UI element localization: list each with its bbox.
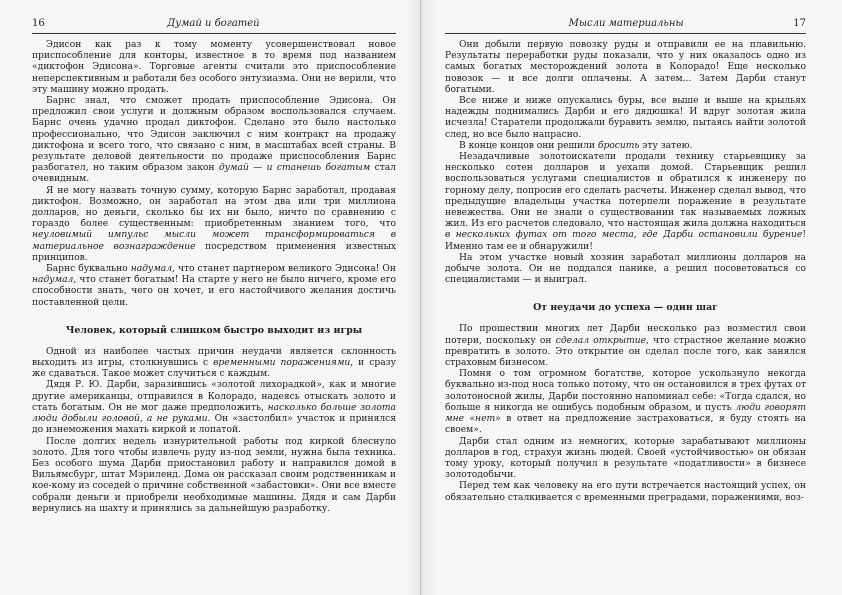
paragraph-group xyxy=(445,324,806,503)
body-text: Они добыли первую повозку руды и отправили ее на плавильню. Результаты переработки руды показали, что у них оказалось одно из самых богатых месторождений золота в Колорадо! Еще несколько повозок — и все долги оплачены. А затем... Затем Дарби станут богатыми. xyxy=(445,40,806,95)
paragraph xyxy=(32,347,396,381)
paragraph xyxy=(32,40,396,96)
body-text: Дарби стал одним из немногих, которые зарабатывают миллионы долларов в год, страхуя жизнь людей. Своей «устойчивостью» он обязан тому уроку, который получил в результате «податливости» в бизнесе золотодобычи. xyxy=(445,436,806,481)
page-number: 17 xyxy=(793,18,806,29)
paragraph-group xyxy=(445,40,806,286)
emphasis-text: насколько больше золота люди добыли головой, а не руками xyxy=(32,402,396,425)
body-text: , что станет богатым! На старте у него не было ничего, кроме его способности знать, чего он хочет, и его настойчивого желания достичь поставленной цели. xyxy=(32,275,396,308)
paragraph xyxy=(32,264,396,309)
body-text: Барнс знал, что сможет продать приспособление Эдисона. Он предложил свои услуги и должным образом воспользовался случаем. Барнс очень удачно продал диктофон. Сделано это было настолько профессионально, что Эдисон заключил с ним контракт на продажу диктофона и всего того, что связано с ним, в масштабах всей страны. В результате деловой деятельности по продаже приспособления Барнс разбогател, но таким образом закон xyxy=(32,96,396,174)
paragraph xyxy=(32,96,396,186)
paragraph-group xyxy=(32,40,396,309)
paragraph xyxy=(32,380,396,436)
paragraph xyxy=(445,141,806,152)
body-text: в ответ на предложение застраховаться, я буду стоять на своем». xyxy=(445,414,806,436)
body-text: На этом участке новый хозяин заработал миллионы долларов на добыче золота. Он не поддался панике, а решил посоветоваться со специалистами — и выиграл. xyxy=(445,252,806,286)
emphasis-text: и станешь богатым xyxy=(266,163,371,174)
body-text: , что страстное желание можно превратить в золото. Это открытие он сделал после того, как занялся страховым бизнесом. xyxy=(445,335,806,369)
paragraph xyxy=(445,253,806,287)
emphasis-text: бросить xyxy=(597,140,640,151)
right-page-body xyxy=(445,40,806,504)
paragraph-group xyxy=(32,347,396,515)
emphasis-text: сделал открытие xyxy=(555,335,647,346)
body-text: Эдисон как раз к тому моменту усовершенствовал новое приспособление для конторы, известное в то время под названием «диктофон Эдисона». Торговые агенты считали это приспособление неперспективным и работали без особого энтузиазма. Они не верили, что эту машину можно продать. xyxy=(32,40,396,95)
running-title: Думай и богатей xyxy=(167,18,260,29)
emphasis-text: думай xyxy=(218,163,249,174)
running-title: Мысли материальны xyxy=(568,18,684,29)
emphasis-text: в нескольких футах от того места, где Дарби остановили бурение xyxy=(445,230,803,241)
emphasis-text: надумал xyxy=(32,275,74,286)
body-text: Перед тем как человеку на его пути встречается настоящий успех, он обязательно сталкивается с временными преградами, поражениями, воз- xyxy=(445,481,806,503)
paragraph xyxy=(445,152,806,253)
body-text: По прошествии многих лет Дарби несколько раз возместил свои потери, поскольку он xyxy=(445,324,806,346)
body-text: Помня о том огромном богатстве, которое ускользнуло некогда буквально из-под носа только потому, что он остановился в трех футах от золотоносной жилы, Дарби постоянно напоминал себе: «Тогда сдался, но больше я никогда не ошибусь подобным образом, и пусть xyxy=(445,369,806,413)
paragraph xyxy=(32,437,396,515)
body-text: — xyxy=(248,163,267,174)
emphasis-text: надумал xyxy=(130,264,173,275)
body-text: , что станет партнером великого Эдисона! Он xyxy=(172,264,396,275)
body-text: , и сразу же сдаваться. Такое может случиться с каждым. xyxy=(32,358,396,380)
body-text: посредством применения известных принципов. xyxy=(32,241,396,263)
body-text: В конце концов они решили xyxy=(459,140,598,151)
left-page-body xyxy=(32,40,396,515)
paragraph xyxy=(445,96,806,141)
body-text: Дядя Р. Ю. Дарби, заразившись «золотой лихорадкой», как и многие другие американцы, отправился в Колорадо, надеясь отыскать золото и стать богатым. Он не мог даже предположить, xyxy=(32,380,396,413)
emphasis-text: неуловимый импульс мысли может трансформироваться в материальное вознаграждение xyxy=(32,230,396,252)
right-page-header xyxy=(445,18,806,34)
paragraph xyxy=(445,437,806,482)
body-text: Незадачливые золотоискатели продали технику старьевщику за несколько сотен долларов и уехали домой. Старьевщик решил воспользоваться услугами специалистов и обратился к инженеру по горному делу, попросив его сделать расчеты. Инженер сделал вывод, что предыдущие владельцы участка потерпели поражение в результате невежества. Они не знали о существовании так называемых ложных жил. Из его расчетов следовало, что настоящая жила должна находиться xyxy=(445,152,806,230)
paragraph xyxy=(32,186,396,264)
body-text: стал очевидным. xyxy=(32,163,396,185)
paragraph xyxy=(445,481,806,503)
body-text: ! Именно там ее и обнаружили! xyxy=(445,230,806,252)
paragraph xyxy=(445,40,806,96)
page-number: 16 xyxy=(32,18,45,29)
section-heading: От неудачи до успеха — один шаг xyxy=(533,302,718,314)
right-page xyxy=(421,0,842,595)
body-text: Я не могу назвать точную сумму, которую Барнс заработал, продавая диктофон. Возможно, он заработал на этом два или три миллиона долларов, но деньги, сколько бы их ни было, ничто по сравнению с гораздо более существенным: приобретенным знанием того, что xyxy=(32,185,396,230)
body-text: Барнс буквально xyxy=(46,264,131,275)
body-text: После долгих недель изнурительной работы под киркой блеснуло золото. Для того чтобы извлечь руду из-под земли, нужна была техника. Без особого шума Дарби приостановил работу и направился домой в Вильямсбург, штат Мэриленд. Дома он рассказал своим родственникам и кое-кому из соседей о причине собственной «забастовки». Они все вместе собрали деньги и приобрели необходимые машины. Дядя и сам Дарби вернулись на шахту и принялись за дальнейшую разработку. xyxy=(32,436,396,514)
body-text: . Он «застолбил» участок и принялся до изнеможения махать киркой и лопатой. xyxy=(32,414,396,436)
paragraph xyxy=(445,324,806,369)
left-page-header xyxy=(32,18,396,34)
paragraph xyxy=(445,369,806,436)
emphasis-text: люди говорят мне «нет» xyxy=(445,402,807,425)
body-text: Одной из наиболее частых причин неудачи является склонность выходить из игры, столкнувшись с xyxy=(32,346,396,369)
section-heading: Человек, который слишком быстро выходит из игры xyxy=(65,324,363,336)
body-text: эту затею. xyxy=(639,140,693,151)
emphasis-text: временными поражениями xyxy=(213,358,351,369)
body-text: Все ниже и ниже опускались буры, все выше и выше на крыльях надежды поднимались Дарби и его дядюшка! И вдруг золотая жила исчезла! Старатели продолжали буравить землю, пытаясь найти золотой след, но все было напрасно. xyxy=(445,96,806,140)
